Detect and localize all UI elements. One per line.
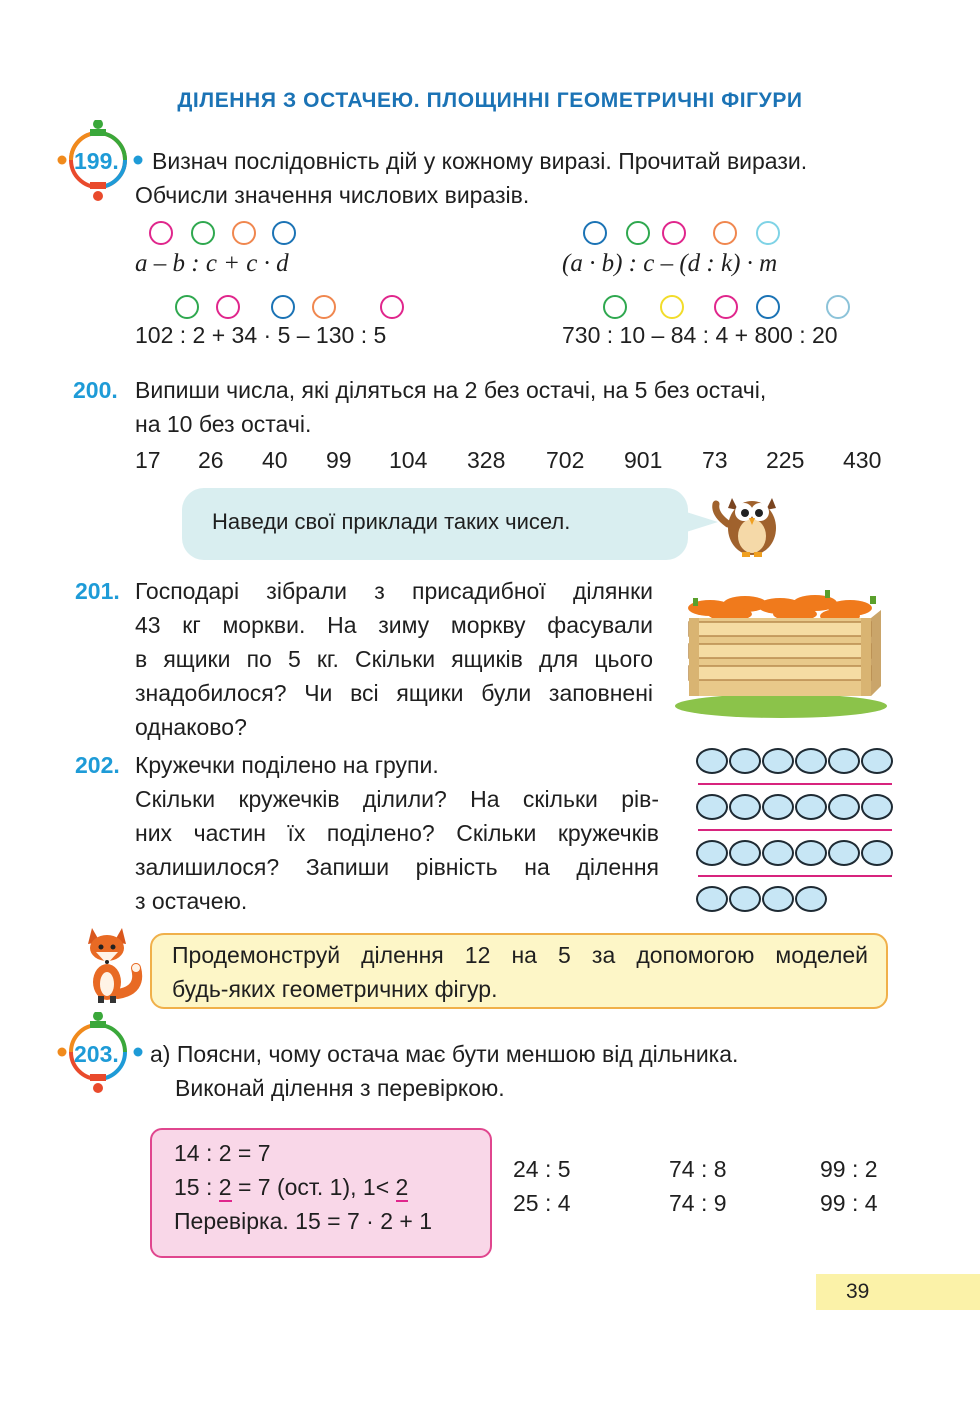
divisor-underlined: 2 — [395, 1174, 409, 1200]
group-divider — [698, 829, 892, 831]
order-circle[interactable] — [175, 295, 199, 319]
circle-item — [696, 840, 728, 866]
order-circle[interactable] — [216, 295, 240, 319]
task-203-line-2: Виконай ділення з перевіркою. — [175, 1075, 505, 1101]
circle-item — [828, 840, 860, 866]
task-number-203: 203. — [74, 1041, 119, 1067]
exercise-item: 74 : 9 — [669, 1190, 727, 1216]
circle-item — [696, 794, 728, 820]
circle-item — [795, 886, 827, 912]
task-199-line-2: Обчисли значення числових виразів. — [135, 182, 530, 208]
order-circle[interactable] — [272, 221, 296, 245]
circle-item — [729, 794, 761, 820]
hint-line-2: будь-яких геометричних фігур. — [172, 976, 498, 1002]
expression-b: (a · b) : c – (d : k) · m — [562, 250, 778, 277]
circle-item — [861, 794, 893, 820]
circle-item — [729, 886, 761, 912]
task-201-line: Господарі зібрали з присадибної ділянки — [135, 578, 653, 604]
order-circle[interactable] — [271, 295, 295, 319]
order-circle[interactable] — [232, 221, 256, 245]
order-circle[interactable] — [626, 221, 650, 245]
number-item: 104 — [389, 447, 428, 473]
hint-line-1: Продемонструй ділення 12 на 5 за допомогою моделей — [172, 942, 868, 968]
task-201-line: однаково? — [135, 714, 247, 740]
carrot-crate-illustration — [675, 586, 887, 718]
order-circle[interactable] — [149, 221, 173, 245]
task-202-line: них частин їх поділено? Скільки кружечків — [135, 820, 659, 846]
task-201-line: в ящики по 5 кг. Скільки ящиків для цього — [135, 646, 653, 672]
order-circle[interactable] — [662, 221, 686, 245]
exercise-item: 99 : 2 — [820, 1156, 878, 1182]
order-circle[interactable] — [714, 295, 738, 319]
order-circle[interactable] — [583, 221, 607, 245]
task-number-202: 202. — [75, 752, 120, 778]
task-number-199: 199. — [74, 148, 119, 174]
divisor-underlined: 2 — [218, 1174, 232, 1200]
task-202-line: Кружечки поділено на групи. — [135, 752, 439, 778]
circle-item — [861, 748, 893, 774]
speech-bubble: Наведи свої приклади таких чисел. — [182, 488, 688, 560]
exercise-item: 99 : 4 — [820, 1190, 878, 1216]
page-number: 39 — [846, 1280, 870, 1303]
circle-groups — [690, 742, 900, 922]
group-divider — [698, 875, 892, 877]
number-item: 99 — [326, 447, 352, 473]
group-divider — [698, 783, 892, 785]
circle-item — [762, 794, 794, 820]
number-item: 73 — [702, 447, 728, 473]
expression-c: 102 : 2 + 34 · 5 – 130 : 5 — [135, 322, 387, 348]
circle-item — [762, 840, 794, 866]
circle-item — [729, 840, 761, 866]
hint-box — [150, 933, 888, 1009]
example-line-1: 14 : 2 = 7 — [174, 1140, 271, 1166]
circle-item — [795, 840, 827, 866]
circle-item — [762, 886, 794, 912]
circle-item — [861, 840, 893, 866]
task-200-line-1: Випиши числа, які діляться на 2 без остачі, на 5 без остачі, — [135, 377, 767, 403]
number-item: 26 — [198, 447, 224, 473]
order-circle[interactable] — [191, 221, 215, 245]
page-number-box — [816, 1274, 980, 1310]
task-201-line: знадобилося? Чи всі ящики були заповнені — [135, 680, 653, 706]
order-circle[interactable] — [826, 295, 850, 319]
number-item: 225 — [766, 447, 805, 473]
number-item: 17 — [135, 447, 161, 473]
task-202-line: з остачею. — [135, 888, 248, 914]
owl-illustration — [712, 484, 788, 558]
task-203-line-1: а) Поясни, чому остача має бути меншою від дільника. — [150, 1041, 739, 1067]
task-202-line: залишилося? Запиши рівність на ділення — [135, 854, 659, 880]
task-number-200: 200. — [73, 377, 118, 403]
order-circle[interactable] — [713, 221, 737, 245]
order-circle[interactable] — [756, 295, 780, 319]
circle-item — [729, 748, 761, 774]
number-item: 901 — [624, 447, 663, 473]
task-199-line-1: Визнач послідовність дій у кожному виразі. Прочитай вирази. — [152, 148, 808, 174]
task-201-line: 43 кг моркви. На зиму моркву фасували — [135, 612, 653, 638]
expression-d: 730 : 10 – 84 : 4 + 800 : 20 — [562, 322, 838, 348]
order-circle[interactable] — [603, 295, 627, 319]
order-circle[interactable] — [312, 295, 336, 319]
task-number-201: 201. — [75, 578, 120, 604]
order-circle[interactable] — [660, 295, 684, 319]
expression-a: a – b : c + c · d — [135, 250, 289, 277]
exercise-item: 25 : 4 — [513, 1190, 571, 1216]
example-line-2: 15 : 2 = 7 (ост. 1), 1< 2 — [174, 1174, 409, 1200]
number-item: 702 — [546, 447, 585, 473]
example-box — [150, 1128, 492, 1258]
circle-item — [828, 748, 860, 774]
circle-item — [762, 748, 794, 774]
exercise-item: 24 : 5 — [513, 1156, 571, 1182]
order-circle[interactable] — [380, 295, 404, 319]
circle-item — [795, 794, 827, 820]
number-item: 40 — [262, 447, 288, 473]
circle-item — [795, 748, 827, 774]
example-line-3: Перевірка. 15 = 7 · 2 + 1 — [174, 1208, 432, 1234]
page-title: ДІЛЕННЯ З ОСТАЧЕЮ. ПЛОЩИННІ ГЕОМЕТРИЧНІ ФІГУРИ — [177, 89, 803, 112]
circle-item — [696, 886, 728, 912]
task-200-line-2: на 10 без остачі. — [135, 411, 312, 437]
order-circle[interactable] — [756, 221, 780, 245]
exercise-item: 74 : 8 — [669, 1156, 727, 1182]
task-202-line: Скільки кружечків ділили? На скільки рів- — [135, 786, 659, 812]
number-item: 430 — [843, 447, 882, 473]
number-list — [0, 447, 980, 477]
fox-illustration — [78, 924, 144, 1004]
circle-item — [828, 794, 860, 820]
number-item: 328 — [467, 447, 506, 473]
circle-item — [696, 748, 728, 774]
